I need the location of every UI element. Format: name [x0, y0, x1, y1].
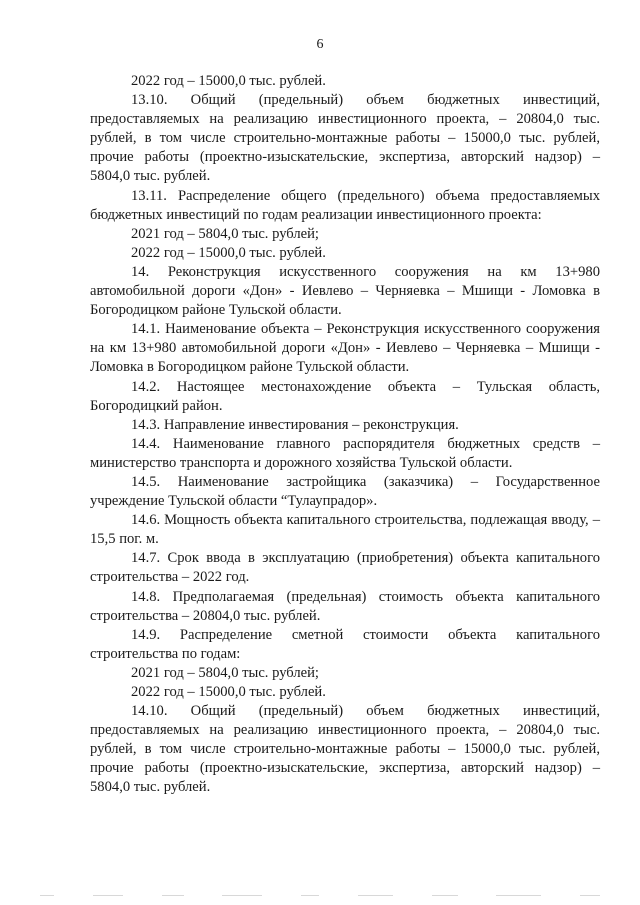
- page-number: 6: [316, 37, 324, 52]
- paragraph: 14.3. Направление инвестирования – реконструкция.: [131, 416, 459, 433]
- paragraph: 14.5. Наименование застройщика (заказчика) – Государственное учреждение Тульской области “Тулаупрадор».: [90, 473, 600, 510]
- paragraph: 2021 год – 5804,0 тыс. рублей;: [131, 664, 319, 681]
- paragraph: 2022 год – 15000,0 тыс. рублей.: [131, 244, 326, 261]
- document-body: [90, 72, 600, 798]
- scan-artifact-marks: [40, 895, 600, 899]
- paragraph: 14.9. Распределение сметной стоимости объекта капитального строительства по годам:: [90, 626, 600, 662]
- paragraph: 14.8. Предполагаемая (предельная) стоимость объекта капитального строительства – 20804,0 тыс. рублей.: [90, 588, 600, 624]
- paragraph: 14.7. Срок ввода в эксплуатацию (приобретения) объекта капитального строительства – 2022 год.: [90, 550, 600, 586]
- paragraph: 2021 год – 5804,0 тыс. рублей;: [131, 225, 319, 242]
- paragraph: 14.6. Мощность объекта капитального строительства, подлежащая вводу, – 15,5 пог. м.: [90, 512, 600, 548]
- paragraph: 14.4. Наименование главного распорядителя бюджетных средств – министерство транспорта и дорожного хозяйства Тульской области.: [90, 435, 600, 471]
- paragraph: 2022 год – 15000,0 тыс. рублей.: [131, 73, 326, 89]
- paragraph: 13.10. Общий (предельный) объем бюджетных инвестиций, предоставляемых на реализацию инвестиционного проекта, – 20804,0 тыс. рублей, в том числе строительно-монтажные работы – 15000,0 тыс. рублей, прочие работы (проектно-изыскательские, экспертиза, авторский надзор) – 5804,0 тыс. рублей.: [90, 92, 600, 185]
- paragraph: 13.11. Распределение общего (предельного) объема предоставляемых бюджетных инвестиций по годам реализации инвестиционного проекта:: [90, 187, 600, 223]
- paragraph: 14.2. Настоящее местонахождение объекта – Тульская область, Богородицкий район.: [90, 378, 600, 414]
- paragraph: 14. Реконструкция искусственного сооружения на км 13+980 автомобильной дороги «Дон» - Иевлево – Черняевка – Мшищи - Ломовка в Богородицком районе Тульской области.: [90, 263, 600, 319]
- paragraph: 14.10. Общий (предельный) объем бюджетных инвестиций, предоставляемых на реализацию инвестиционного проекта, – 20804,0 тыс. рублей, в том числе строительно-монтажные работы – 15000,0 тыс. рублей, прочие работы (проектно-изыскательские, экспертиза, авторский надзор) – 5804,0 тыс. рублей.: [90, 703, 600, 796]
- paragraph: 14.1. Наименование объекта – Реконструкция искусственного сооружения на км 13+980 автомобильной дороги «Дон» - Иевлево – Черняевка – Мшищи - Ломовка в Богородицком районе Тульской области.: [90, 321, 600, 376]
- paragraph: 2022 год – 15000,0 тыс. рублей.: [131, 684, 326, 700]
